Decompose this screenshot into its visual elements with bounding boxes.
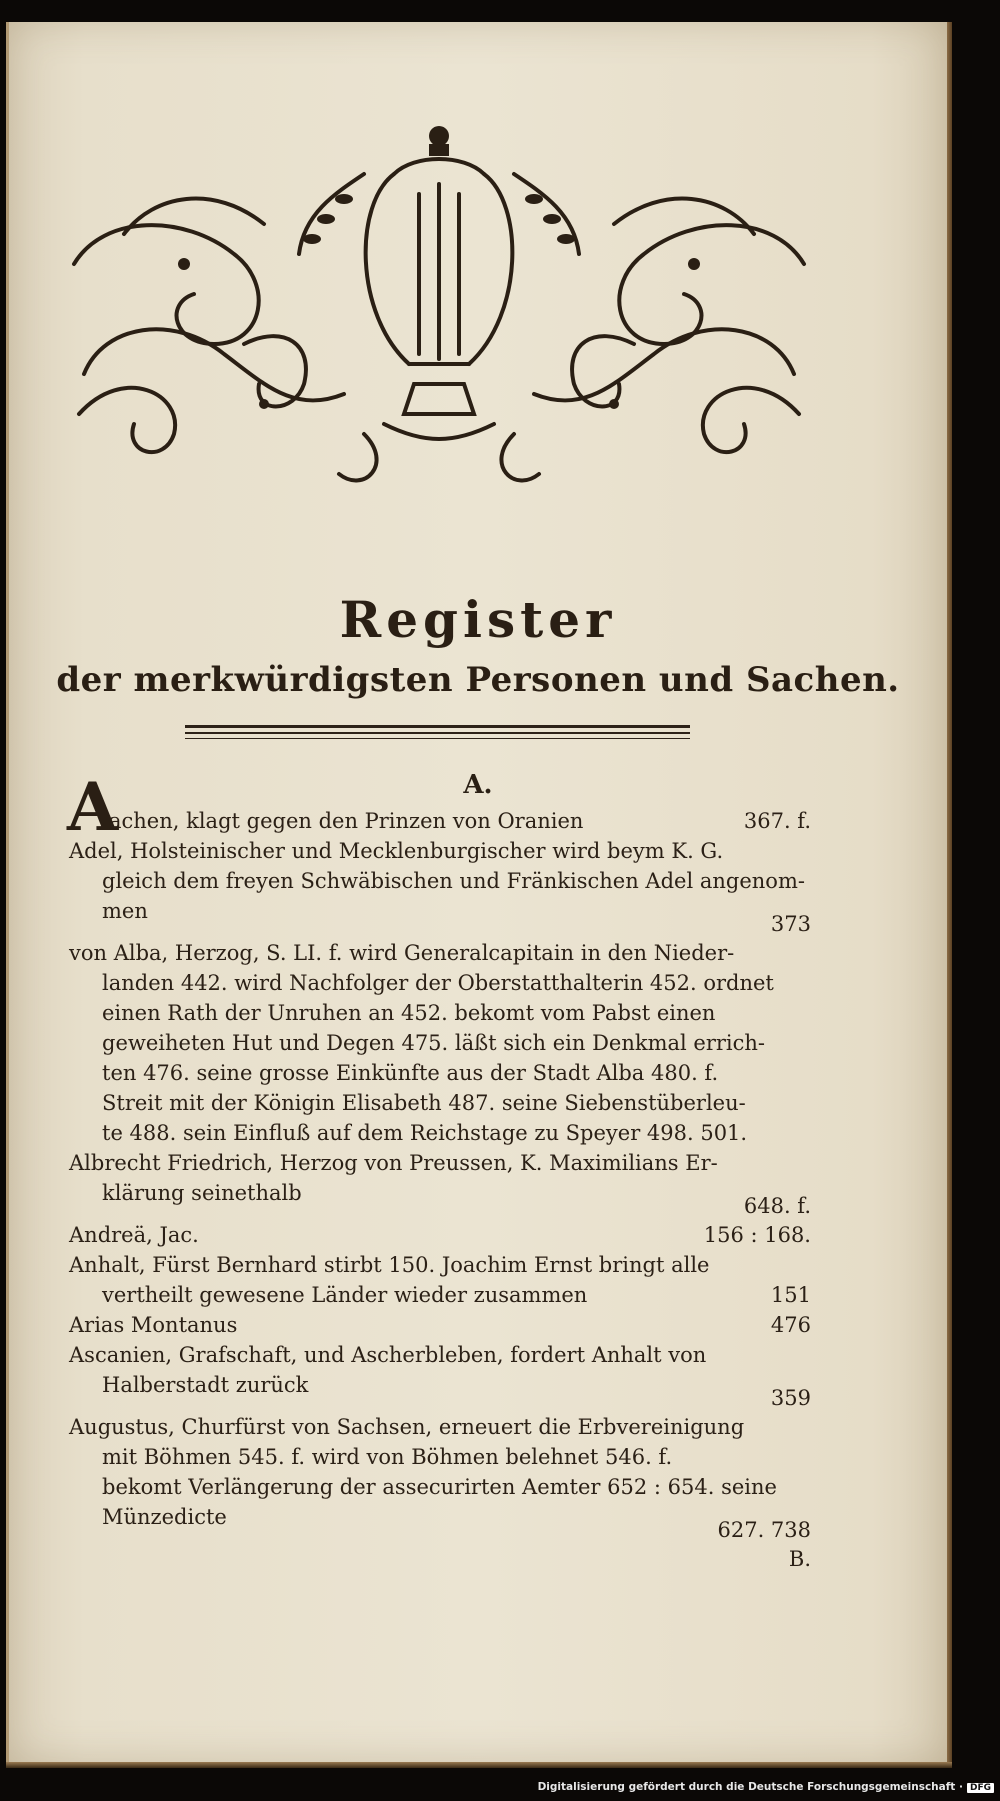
entry-line [69, 1178, 811, 1218]
entry-line [69, 938, 811, 968]
entry-line [69, 1370, 811, 1410]
entry-line [69, 1088, 811, 1118]
entry-text: gleich dem freyen Schwäbischen und Fränkischen Adel angenom- [102, 869, 805, 893]
dfg-logo: DFG [967, 1783, 994, 1793]
entry-text: men [102, 899, 148, 923]
entry-text: Streit mit der Königin Elisabeth 487. seine Siebenstüberleu- [102, 1091, 746, 1115]
ornamental-vignette-lyre [64, 114, 814, 494]
entry-text: Ascanien, Grafschaft, und Ascherbleben, fordert Anhalt von [69, 1343, 707, 1367]
page-reference: 367. f. [743, 809, 811, 833]
entry-text: Halberstadt zurück [102, 1373, 309, 1397]
entry-line [69, 1340, 811, 1370]
register-entries [69, 806, 811, 1574]
title-rule [185, 738, 690, 739]
entry-line [69, 1118, 811, 1148]
drop-cap: A [67, 768, 119, 846]
page-reference: 151 [770, 1283, 811, 1307]
book-page [6, 22, 947, 1762]
page-edge-bottom [6, 1762, 952, 1768]
section-letter: A. [463, 770, 493, 800]
entry-text: bekomt Verlängerung der assecurirten Aemter 652 : 654. seine [102, 1475, 777, 1499]
entry-text: Anhalt, Fürst Bernhard stirbt 150. Joachim Ernst bringt alle [69, 1253, 710, 1277]
entry-text: Augustus, Churfürst von Sachsen, erneuert die Erbvereinigung [69, 1415, 745, 1439]
entry-text: achen, klagt gegen den Prinzen von Oranien [109, 809, 584, 833]
title-rule [185, 732, 690, 734]
entry-line [69, 1028, 811, 1058]
page-reference: 648. f. [743, 1194, 811, 1218]
page-reference: 476 [770, 1313, 811, 1337]
page-reference: 627. 738 [717, 1518, 811, 1542]
entry-text: von Alba, Herzog, S. LI. f. wird Generalcapitain in den Nieder- [69, 941, 735, 965]
catchword-line [69, 1544, 811, 1574]
entry-text: Adel, Holsteinischer und Mecklenburgischer wird beym K. G. [69, 839, 724, 863]
register-title: Register [339, 590, 617, 649]
catchword: B. [788, 1547, 811, 1571]
entry-line [69, 998, 811, 1028]
entry-text: mit Böhmen 545. f. wird von Böhmen belehnet 546. f. [102, 1445, 673, 1469]
entry-text: Münzedicte [102, 1505, 227, 1529]
entry-text: einen Rath der Unruhen an 452. bekomt vom Pabst einen [102, 1001, 716, 1025]
entry-line [69, 1310, 811, 1340]
page-reference: 373 [770, 912, 811, 936]
entry-text: klärung seinethalb [102, 1181, 302, 1205]
entry-line [69, 968, 811, 998]
register-subtitle: der merkwürdigsten Personen und Sachen. [56, 660, 900, 700]
entry-line [69, 806, 811, 836]
entry-text: landen 442. wird Nachfolger der Oberstatthalterin 452. ordnet [102, 971, 774, 995]
entry-text: vertheilt gewesene Länder wieder zusammen [102, 1283, 588, 1307]
entry-line [69, 836, 811, 866]
entry-text: Albrecht Friedrich, Herzog von Preussen, K. Maximilians Er- [69, 1151, 718, 1175]
footer-text: Digitalisierung gefördert durch die Deutsche Forschungsgemeinschaft · [537, 1781, 963, 1793]
entry-line [69, 1148, 811, 1178]
entry-line [69, 1280, 811, 1310]
digitization-footer [538, 1781, 994, 1793]
entry-line [69, 1220, 811, 1250]
entry-line [69, 1250, 811, 1280]
entry-line [69, 1058, 811, 1088]
page-reference: 359 [770, 1386, 811, 1410]
entry-line [69, 1442, 811, 1472]
entry-line [69, 1472, 811, 1502]
title-rule [185, 725, 690, 728]
entry-line [69, 1412, 811, 1442]
entry-line [69, 896, 811, 936]
entry-text: ten 476. seine grosse Einkünfte aus der Stadt Alba 480. f. [102, 1061, 719, 1085]
entry-text: te 488. sein Einfluß auf dem Reichstage zu Speyer 498. 501. [102, 1121, 748, 1145]
entry-text: Andreä, Jac. [69, 1223, 199, 1247]
entry-text: geweiheten Hut und Degen 475. läßt sich ein Denkmal errich- [102, 1031, 766, 1055]
entry-line [69, 866, 811, 896]
entry-text: Arias Montanus [69, 1313, 238, 1337]
page-reference: 156 : 168. [703, 1223, 811, 1247]
entry-line [69, 1502, 811, 1542]
